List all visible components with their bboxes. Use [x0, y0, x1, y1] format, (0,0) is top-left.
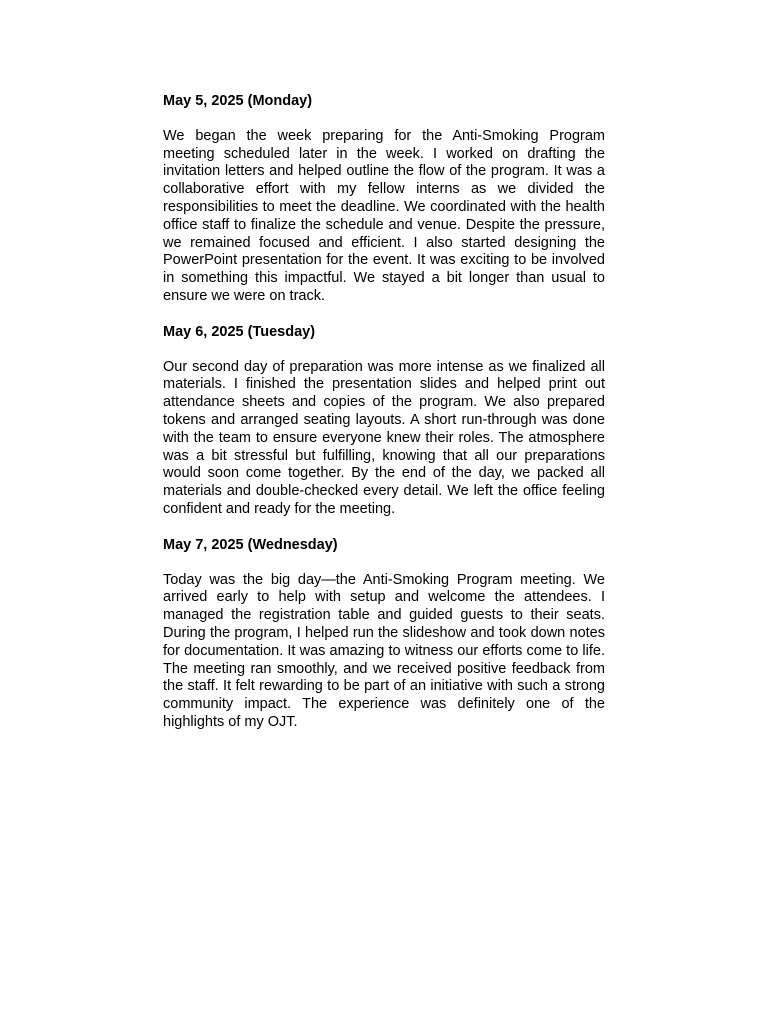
- entry-date-heading: May 7, 2025 (Wednesday): [163, 536, 338, 553]
- journal-entry-tuesday: [163, 324, 605, 519]
- entry-body-text: Today was the big day—the Anti-Smoking Program meeting. We arrived early to help with setup and welcome the attendees. I managed the registration table and guided guests to their seats. During the program, I helped run the slideshow and took down notes for documentation. It was amazing to witness our efforts come to life. The meeting ran smoothly, and we received positive feedback from the staff. It felt rewarding to be part of an initiative with such a strong community impact. The experience was definitely one of the highlights of my OJT.: [163, 571, 605, 730]
- journal-entry-monday: [163, 93, 605, 306]
- entry-date-heading: May 6, 2025 (Tuesday): [163, 323, 316, 340]
- entry-body-text: Our second day of preparation was more intense as we finalized all materials. I finished the presentation slides and helped print out attendance sheets and copies of the program. We also prepared tokens and arranged seating layouts. A short run-through was done with the team to ensure everyone knew their roles. The atmosphere was a bit stressful but fulfilling, knowing that all our preparations would soon come together. By the end of the day, we packed all materials and double-checked every detail. We left the office feeling confident and ready for the meeting.: [163, 358, 605, 517]
- document-page: [163, 93, 605, 750]
- entry-date-heading: May 5, 2025 (Monday): [163, 93, 313, 109]
- journal-entry-wednesday: [163, 537, 605, 732]
- entry-body-text: We began the week preparing for the Anti-Smoking Program meeting scheduled later in the week. I worked on drafting the invitation letters and helped outline the flow of the program. It was a collaborative effort with my fellow interns as we divided the responsibilities to meet the deadline. We coordinated with the health office staff to finalize the schedule and venue. Despite the pressure, we remained focused and efficient. I also started designing the PowerPoint presentation for the event. It was exciting to be involved in something this impactful. We stayed a bit longer than usual to ensure we were on track.: [163, 127, 605, 304]
